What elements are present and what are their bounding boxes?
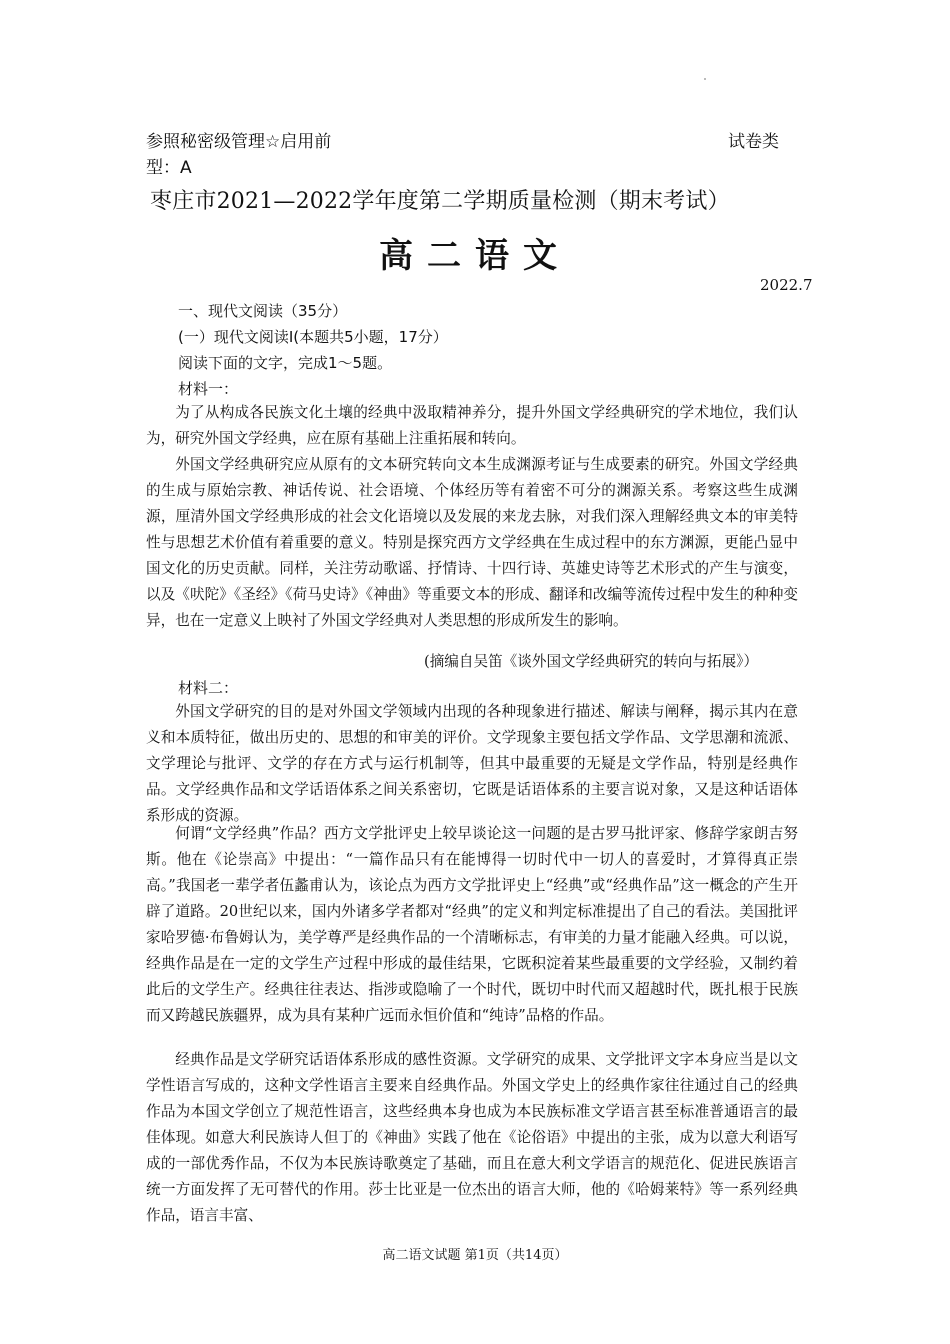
subject-title: 高二语文 (379, 236, 571, 276)
material1-source: (摘编自吴笛《谈外国文学经典研究的转向与拓展》） (424, 653, 759, 670)
material2-paragraph-3: 经典作品是文学研究话语体系形成的感性资源。文学研究的成果、文学批评文字本身应当是以文学性语言写成的，这种文学性语言主要来自经典作品。外国文学史上的经典作家往往通过自己的经典作品为本国文学创立了规范性语言，这些经典本身也成为本民族标准文学语言甚至标准普通语言的最佳体现。如意大利民族诗人但丁的《神曲》实践了他在《论俗语》中提出的主张，成为以意大利语写成的一部优秀作品，不仅为本民族诗歌奠定了基础，而且在意大利文学语言的规范化、促进民族语言统一方面发挥了无可替代的作用。莎士比亚是一位杰出的语言大师，他的《哈姆莱特》等一系列经典作品，语言丰富、 (146, 1051, 798, 1224)
exam-title: 枣庄市2021—2022学年度第二学期质量检测（期末考试） (150, 189, 730, 214)
material1-paragraph-2: 外国文学经典研究应从原有的文本研究转向文本生成渊源考证与生成要素的研究。外国文学经典的生成与原始宗教、神话传说、社会语境、个体经历等有着密不可分的渊源关系。考察这些生成渊源，厘清外国文学经典形成的社会文化语境以及发展的来龙去脉，对我们深入理解经典文本的审美特性与思想艺术价值有着重要的意义。特别是探究西方文学经典在生成过程中的东方渊源，更能凸显中国文化的历史贡献。同样，关注劳动歌谣、抒情诗、十四行诗、英雄史诗等艺术形式的产生与演变，以及《吠陀》《圣经》《荷马史诗》《神曲》等重要文本的形成、翻译和改编等流传过程中发生的种种变异，也在一定意义上映衬了外国文学经典对人类思想的形成所发生的影响。 (146, 456, 798, 629)
exam-date: 2022.7 (760, 276, 813, 294)
section-subtitle: (一）现代文阅读I(本题共5小题，17分） (178, 328, 448, 346)
material2-label: 材料二： (178, 679, 239, 697)
section-instruction: 阅读下面的文字，完成1～5题。 (178, 354, 393, 372)
material2-paragraph-2: 何谓“文学经典”作品？西方文学批评史上较早谈论这一问题的是古罗马批评家、修辞学家朗吉努斯。他在《论崇高》中提出：“一篇作品只有在能博得一切时代中一切人的喜爱时，才算得真正崇高。”我国老一辈学者伍蠡甫认为，该论点为西方文学批评史上“经典”或“经典作品”这一概念的产生开辟了道路。20世纪以来，国内外诸多学者都对“经典”的定义和判定标准提出了自己的看法。美国批评家哈罗德·布鲁姆认为，美学尊严是经典作品的一个清晰标志，有审美的力量才能融入经典。可以说，经典作品是在一定的文学生产过程中形成的最佳结果，它既积淀着某些最重要的文学经验，又制约着此后的文学生产。经典往往表达、指涉或隐喻了一个时代，既切中时代而又超越时代，既扎根于民族而又跨越民族疆界，成为具有某种广远而永恒价值和“纯诗”品格的作品。 (146, 825, 798, 1024)
material1-paragraph-1: 为了从构成各民族文化土壤的经典中汲取精神养分，提升外国文学经典研究的学术地位，我们认为，研究外国文学经典，应在原有基础上注重拓展和转向。 (146, 404, 798, 447)
confidential-label: 参照秘密级管理☆启用前 (146, 132, 332, 152)
section-title: 一、现代文阅读（35分） (178, 302, 348, 320)
paper-type-label: 试卷类 (728, 132, 779, 152)
page-footer: 高二语文试题 第1页（共14页） (382, 1248, 568, 1263)
paper-type-label-cont: 型：A (146, 158, 192, 178)
scan-speck (704, 78, 706, 80)
material2-paragraph-1: 外国文学研究的目的是对外国文学领域内出现的各种现象进行描述、解读与阐释，揭示其内在意义和本质特征，做出历史的、思想的和审美的评价。文学现象主要包括文学作品、文学思潮和流派、文学理论与批评、文学的存在方式与运行机制等，但其中最重要的无疑是文学作品，特别是经典作品。文学经典作品和文学话语体系之间关系密切，它既是话语体系的主要言说对象，又是这种话语体系形成的资源。 (146, 703, 798, 824)
material1-label: 材料一： (178, 380, 239, 398)
